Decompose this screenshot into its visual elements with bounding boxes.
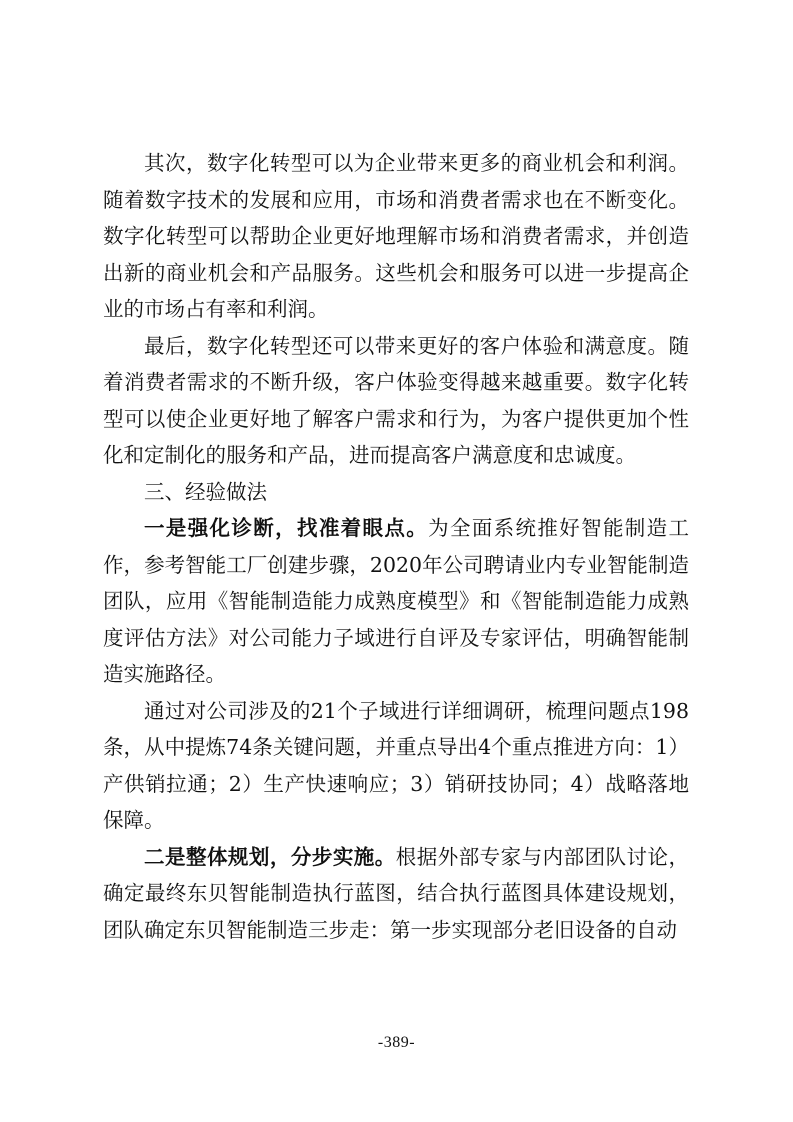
paragraph-planning bbox=[103, 839, 689, 949]
paragraph-lead-diagnosis: 一是强化诊断，找准着眼点。 bbox=[144, 516, 429, 540]
paragraph-business-opportunity: 其次，数字化转型可以为企业带来更多的商业机会和利润。随着数字技术的发展和应用，市场和消费者需求也在不断变化。数字化转型可以帮助企业更好地理解市场和消费者需求，并创造出新的商业机会和产品服务。这些机会和服务可以进一步提高企业的市场占有率和利润。 bbox=[103, 151, 689, 321]
paragraph-survey: 通过对公司涉及的21个子域进行详细调研，梳理问题点198条，从中提炼74条关键问题，并重点导出4个重点推进方向：1）产供销拉通；2）生产快速响应；3）销研技协同；4）战略落地保障。 bbox=[103, 698, 689, 832]
page-number: -389- bbox=[377, 1034, 416, 1051]
body-text bbox=[103, 145, 689, 948]
section-heading: 三、经验做法 bbox=[144, 479, 267, 504]
paragraph-diagnosis bbox=[103, 510, 689, 693]
paragraph-body-diagnosis: 为全面系统推好智能制造工作，参考智能工厂创建步骤，2020年公司聘请业内专业智能制造团队，应用《智能制造能力成熟度模型》和《智能制造能力成熟度评估方法》对公司能力子域进行自评及专家评估，明确智能制造实施路径。 bbox=[103, 516, 690, 686]
paragraph-customer-experience: 最后，数字化转型还可以带来更好的客户体验和满意度。随着消费者需求的不断升级，客户体验变得越来越重要。数字化转型可以使企业更好地了解客户需求和行为，为客户提供更加个性化和定制化的服务和产品，进而提高客户满意度和忠诚度。 bbox=[103, 333, 689, 467]
paragraph-lead-planning: 二是整体规划，分步实施。 bbox=[144, 844, 396, 869]
paragraph-body-planning: 根据外部专家与内部团队讨论，确定最终东贝智能制造执行蓝图，结合执行蓝图具体建设规划，团队确定东贝智能制造三步走：第一步实现部分老旧设备的自动 bbox=[103, 844, 690, 942]
